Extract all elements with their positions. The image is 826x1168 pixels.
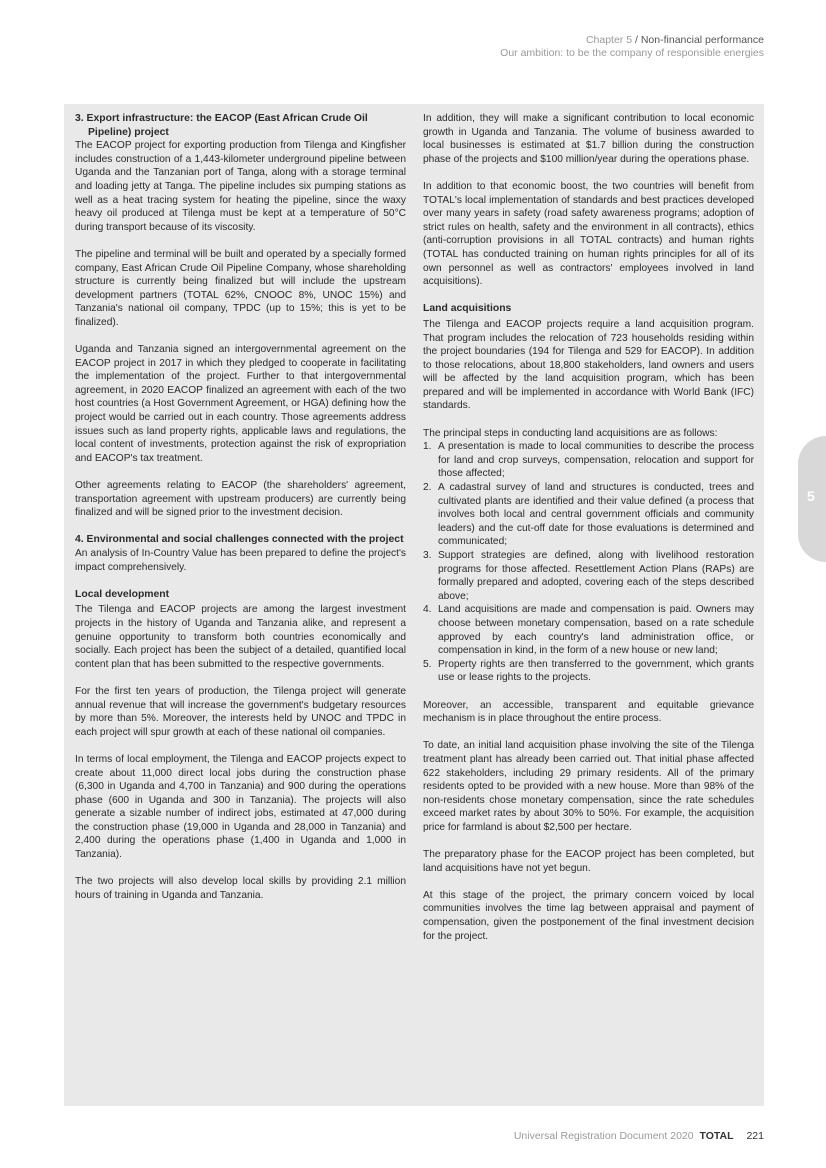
chapter-subtitle: Our ambition: to be the company of responsible energies	[500, 47, 764, 59]
list-item	[423, 481, 754, 549]
chapter-tab-number: 5	[807, 488, 815, 504]
paragraph: For the first ten years of production, the Tilenga project will generate annual revenue that will increase the government's budgetary resources by more than 5%. Moreover, the interests held by UNOC and TPDC in each project will spur growth at each of these national oil companies.	[75, 685, 406, 738]
page-header	[500, 34, 764, 60]
list-item	[423, 603, 754, 657]
paragraph: The preparatory phase for the EACOP project has been completed, but land acquisitions have not yet begun.	[423, 849, 754, 874]
paragraph: To date, an initial land acquisition phase involving the site of the Tilenga treatment plant has already been carried out. That initial phase affected 622 stakeholders, including 29 primary residents. All of the primary residents opted to be provided with a new house. More than 98% of the non-residents chose monetary compensation, since the rate schedules exceed market rates by about 30% to 50%. For example, the acquisition price for farmland is about $2,500 per hectare.	[423, 740, 754, 833]
steps-list	[423, 440, 754, 685]
list-text: A presentation is made to local communities to describe the process for land and crop surveys, compensation, relocation and support for those affected;	[438, 441, 754, 480]
list-number: 5.	[423, 658, 432, 670]
right-column	[423, 112, 754, 957]
paragraph: In addition to that economic boost, the two countries will benefit from TOTAL's local implementation of standards and best practices developed over many years in safety (road safety awareness programs; adoption of strict rules on health, safety and the environment in all contracts), ethics (anti-corruption provisions in all TOTAL contracts) and human rights (TOTAL has conducted training on human rights principles for all of its own personnel as well as contractors' employees involved in land acquisitions).	[423, 180, 754, 288]
list-number: 3.	[423, 550, 432, 561]
land-acquisitions-heading: Land acquisitions	[423, 303, 512, 315]
paragraph: The Tilenga and EACOP projects are among the largest investment projects in the history of Uganda and Tanzania alike, and represent a genuine opportunity to transform both countries economically and socially. Each project has been the subject of a detailed, quantified local content plan that has been submitted to the respective governments.	[75, 604, 406, 670]
paragraph: In addition, they will make a significant contribution to local economic growth in Uganda and Tanzania. The volume of business awarded to local businesses is estimated at $1.7 billion during the construction phase of the projects and $100 million/year during the operations phase.	[423, 113, 754, 165]
list-number: 1.	[423, 441, 432, 453]
chapter-line	[500, 34, 764, 47]
paragraph: The pipeline and terminal will be built and operated by a specially formed company, East African Crude Oil Pipeline Company, whose shareholding structure is currently being finalized but will include the upstream development partners (TOTAL 62%, CNOOC 8%, UNOC 15%) and Tanzania's national oil company, TPDC (up to 15%; this is yet to be finalized).	[75, 248, 406, 328]
list-item	[423, 549, 754, 603]
steps-intro: The principal steps in conducting land acquisitions are as follows:	[423, 427, 718, 439]
chapter-tab	[798, 436, 826, 562]
chapter-title: Non-financial performance	[640, 34, 764, 46]
list-text: Support strategies are defined, along with livelihood restoration programs for those affected. Resettlement Action Plans (RAPs) are formally prepared and adopted, covering each of the steps described above;	[438, 550, 754, 602]
brand-name: TOTAL	[699, 1130, 734, 1142]
section-3-heading: 3. Export infrastructure: the EACOP (East African Crude Oil Pipeline) project	[75, 113, 368, 138]
page-footer	[514, 1130, 764, 1142]
paragraph: Other agreements relating to EACOP (the shareholders' agreement, transportation agreement with upstream producers) are currently being finalized and will be signed prior to the investment decision.	[75, 480, 406, 519]
left-column	[75, 112, 406, 916]
paragraph: An analysis of In-Country Value has been prepared to define the project's impact comprehensively.	[75, 548, 406, 573]
paragraph: Uganda and Tanzania signed an intergovernmental agreement on the EACOP project in 2017 in which they pledged to cooperate in facilitating the implementation of the project. Further to that intergovernmental agreement, in 2020 EACOP finalized an agreement with each of the two host countries (a Host Government Agreement, or HGA) defining how the project would be carried out in each country. Those agreements address issues such as land property rights, applicable laws and regulations, the local content of investments, protection against the risk of expropriation and EACOP's tax treatment.	[75, 344, 406, 464]
local-development-heading: Local development	[75, 588, 170, 600]
paragraph: At this stage of the project, the primary concern voiced by local communities involves the time lag between appraisal and payment of compensation, given the postponement of the final investment decision for the project.	[423, 889, 754, 942]
list-number: 4.	[423, 604, 432, 616]
paragraph: Moreover, an accessible, transparent and equitable grievance mechanism is in place throughout the entire process.	[423, 699, 754, 725]
paragraph: The Tilenga and EACOP projects require a land acquisition program. That program includes the relocation of 723 households residing within the project boundaries (194 for Tilenga and 529 for EACOP). In addition to those relocations, about 18,800 stakeholders, land owners and users will be affected by the land acquisition program, which has been prepared and will be implemented in accordance with World Bank (IFC) standards.	[423, 318, 754, 412]
section-4-heading: 4. Environmental and social challenges connected with the project	[75, 534, 404, 546]
paragraph: The two projects will also develop local skills by providing 2.1 million hours of training in Uganda and Tanzania.	[75, 876, 406, 901]
paragraph: In terms of local employment, the Tilenga and EACOP projects expect to create about 11,000 direct local jobs during the construction phase (6,300 in Uganda and 4,700 in Tanzania) and 900 during the operations phase (600 in Uganda and 300 in Tanzania). The projects will also generate a sizable number of indirect jobs, estimated at 47,000 during the construction phase (19,000 in Uganda and 28,000 in Tanzania) and 2,400 during the operations phase (1,400 in Uganda and 1,000 in Tanzania).	[75, 753, 406, 861]
page-number: 221	[746, 1130, 764, 1142]
chapter-label: Chapter 5	[585, 34, 633, 46]
chapter-separator: /	[635, 34, 638, 46]
list-text: A cadastral survey of land and structures is conducted, trees and cultivated plants are identified and their value defined (a process that involves both local and central government officials and community leaders) and the cut-off date for those evaluations is determined and communicated;	[438, 482, 754, 548]
document-title: Universal Registration Document 2020	[513, 1130, 694, 1142]
list-number: 2.	[423, 482, 432, 494]
list-text: Land acquisitions are made and compensation is paid. Owners may choose between monetary compensation, based on a rate schedule approved by each country's land administration office, or compensation in kind, in the form of a new house or new land;	[438, 604, 754, 657]
list-text: Property rights are then transferred to the government, which grants use or lease rights to the projects.	[438, 658, 754, 684]
list-item	[423, 440, 754, 481]
list-item	[423, 658, 754, 685]
paragraph: The EACOP project for exporting production from Tilenga and Kingfisher includes construction of a 1,443-kilometer underground pipeline between Uganda and the Tanzanian port of Tanga, along with a storage terminal and loading jetty at Tanga. The pipeline includes six pumping stations as well as a heat tracing system for heating the pipeline, since the waxy heavy oil produced at Tilenga must be kept at a temperature of 50°C during transport because of its viscosity.	[75, 140, 406, 233]
